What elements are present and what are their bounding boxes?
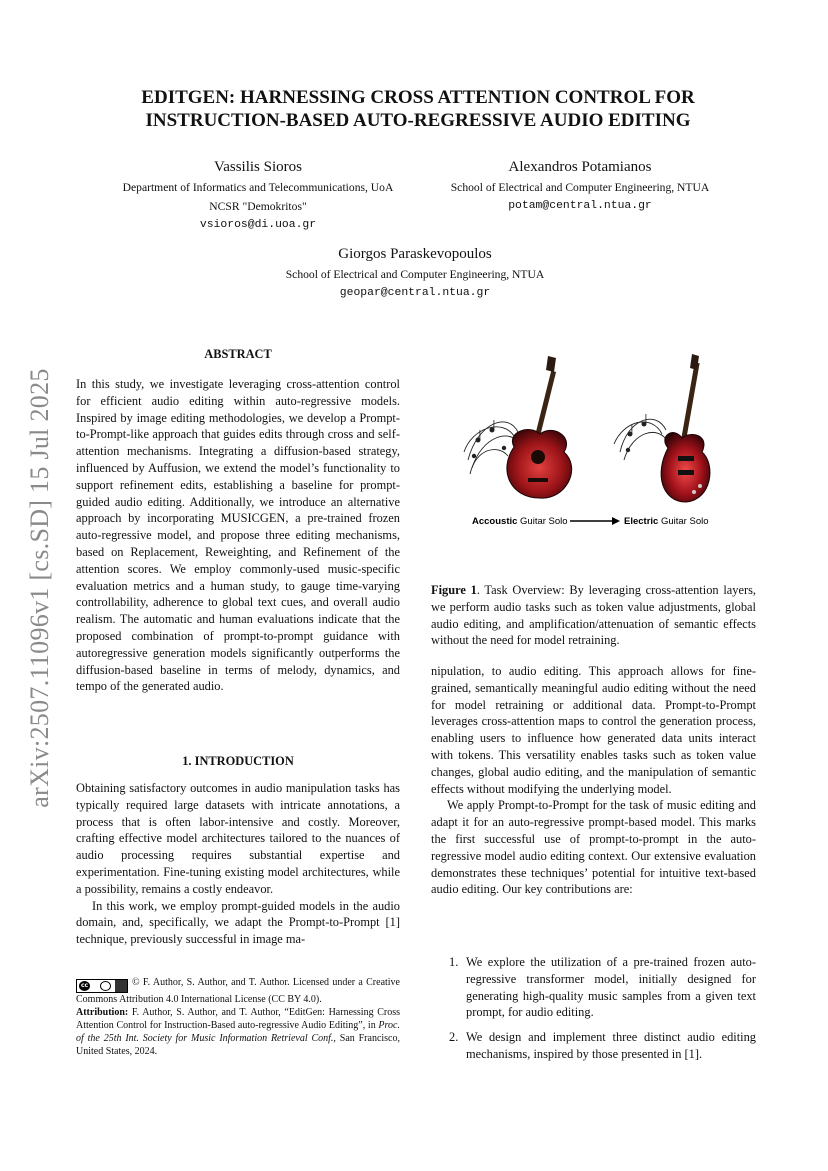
footnote-venue: Proc. of the 25th Int. Society for Music Information Retrieval Conf.	[76, 1020, 400, 1045]
footnote-attribution-label: Attribution:	[76, 1006, 129, 1018]
intro-paragraph: Obtaining satisfactory outcomes in audio manipulation tasks has typically required large datasets with intricate annotations, a process that is often labor-intensive and costly. Moreover, crafting effective model architectures tailored to the nuances of audio processing requires substantial expertise and experimentation. Fine-tuning existing model architectures, while a possibility, remains a costly endeavor.	[76, 781, 400, 896]
author-affiliation: NCSR "Demokritos"	[209, 200, 307, 213]
author-affiliation: Department of Informatics and Telecommunications, UoA	[122, 181, 394, 194]
author-affiliation: School of Electrical and Computer Engineering, NTUA	[450, 181, 710, 194]
abstract-paragraph: In this study, we investigate leveraging cross-attention control for efficient audio editing within auto-regressive models. Inspired by image editing methodologies, we develop a Prompt-to-Prompt-like approach that guides edits through cross and self-attention mechanisms. Integrating a diffusion-based strategy, influenced by Auffusion, we extend the model’s functionality to support refinement edits, establishing a baseline for prompt-guided audio editing. Additionally, we introduce an alternative approach by incorporating MUSICGEN, a pre-trained frozen auto-regressive model, and propose three editing mechanisms, based on Replacement, Reweighting, and Refinement of the attention scores. We employ commonly-used music-specific evaluation metrics and a human study, to gauge time-varying controllability, adherence to global text cues, and overall audio realism. The automatic and human evaluations indicate that the proposed combination of prompt-to-prompt guidance with autoregressive generation models significantly outperforms the diffusion-based baseline in terms of melody, dynamics, and tempo of the generated audio.	[76, 377, 400, 694]
footnote-location: , San Francisco, United States, 2024.	[76, 1033, 400, 1058]
cc-by-badge-icon: cc	[76, 979, 128, 993]
abstract-heading: ABSTRACT	[204, 347, 272, 361]
arxiv-id: arXiv:2507.11096v1 [cs.SD] 15 Jul 2025	[25, 368, 54, 808]
footnote-license: © F. Author, S. Author, and T. Author. Licensed under a Creative Commons Attribution 4.0 International License (CC BY 4.0).	[76, 977, 400, 1005]
abstract-text	[76, 376, 400, 695]
list-item-text: We design and implement three distinct audio editing mechanisms, inspired by those presented in [1].	[466, 1030, 756, 1061]
author-email: potam@central.ntua.gr	[508, 200, 652, 212]
body-paragraph: We apply Prompt-to-Prompt for the task of music editing and adapt it for an auto-regressive prompt-based model. This marks the first successful use of prompt-to-prompt in the auto-regressive model audio editing context. Our extensive evaluation demonstrates these techniques’ potential for intuitive text-based audio editing. Our key contributions are:	[431, 798, 756, 897]
body-paragraph: nipulation, to audio editing. This approach allows for fine-grained, semantically meaningful audio editing without the need for model retraining or additional data. Prompt-to-Prompt leverages cross-attention maps to control the generation process, enabling users to influence how generated data units interact with tokens. This versatility enables tasks such as token value changes, global audio editing, and the manipulation of semantic effects without modifying the underlying model.	[431, 664, 756, 796]
intro-text	[76, 780, 400, 948]
figure-1	[448, 352, 748, 532]
list-item-text: We explore the utilization of a pre-trained frozen auto-regressive transformer model, initially designed for generating high-quality music samples from a given text prompt, for audio editing.	[466, 955, 756, 1020]
electric-guitar-icon	[661, 354, 710, 502]
figure-caption-label: Figure 1	[431, 583, 477, 597]
right-column-text	[431, 663, 756, 898]
author-name: Alexandros Potamianos	[508, 159, 652, 175]
list-item	[431, 954, 756, 1021]
license-footnote	[76, 976, 400, 1059]
list-item	[431, 1029, 756, 1063]
author-email: geopar@central.ntua.gr	[339, 287, 491, 299]
author-name: Vassilis Sioros	[214, 159, 302, 175]
contributions-list	[431, 954, 756, 1071]
list-item-number: 2.	[449, 1030, 459, 1045]
author-name: Giorgos Paraskevopoulos	[338, 246, 492, 262]
acoustic-guitar-icon	[507, 356, 572, 498]
intro-paragraph: In this work, we employ prompt-guided models in the audio domain, and, specifically, we adapt the Prompt-to-Prompt [1] technique, previously successful in image ma-	[76, 898, 400, 947]
figure-caption-text: . Task Overview: By leveraging cross-attention layers, we perform audio tasks such as token value adjustments, global audio editing, and amplification/attenuation of semantic effects without the need for model retraining.	[431, 583, 756, 648]
author-email: vsioros@di.uoa.gr	[199, 219, 317, 231]
author-block-3	[250, 243, 580, 303]
arxiv-stamp	[22, 348, 58, 828]
author-block-2	[432, 156, 728, 216]
author-block-1	[100, 156, 416, 235]
guitar-illustration	[448, 352, 748, 532]
figure-caption	[431, 582, 756, 649]
footnote-attribution: F. Author, S. Author, and T. Author, “EditGen: Harnessing Cross Attention Control for Instruction-Based auto-regressive Audio Editing”, in	[76, 1006, 400, 1031]
author-affiliation: School of Electrical and Computer Engineering, NTUA	[285, 268, 545, 281]
intro-heading: 1. INTRODUCTION	[182, 754, 294, 768]
paper-title: EDITGEN: HARNESSING CROSS ATTENTION CONTROL FOR INSTRUCTION-BASED AUTO-REGRESSIVE AUDIO EDITING	[141, 87, 695, 131]
figure-label-left: Accoustic Guitar Solo	[472, 516, 568, 527]
arrow-right-icon	[570, 517, 620, 525]
list-item-number: 1.	[449, 955, 459, 969]
figure-label-right: Electric Guitar Solo	[624, 516, 709, 527]
